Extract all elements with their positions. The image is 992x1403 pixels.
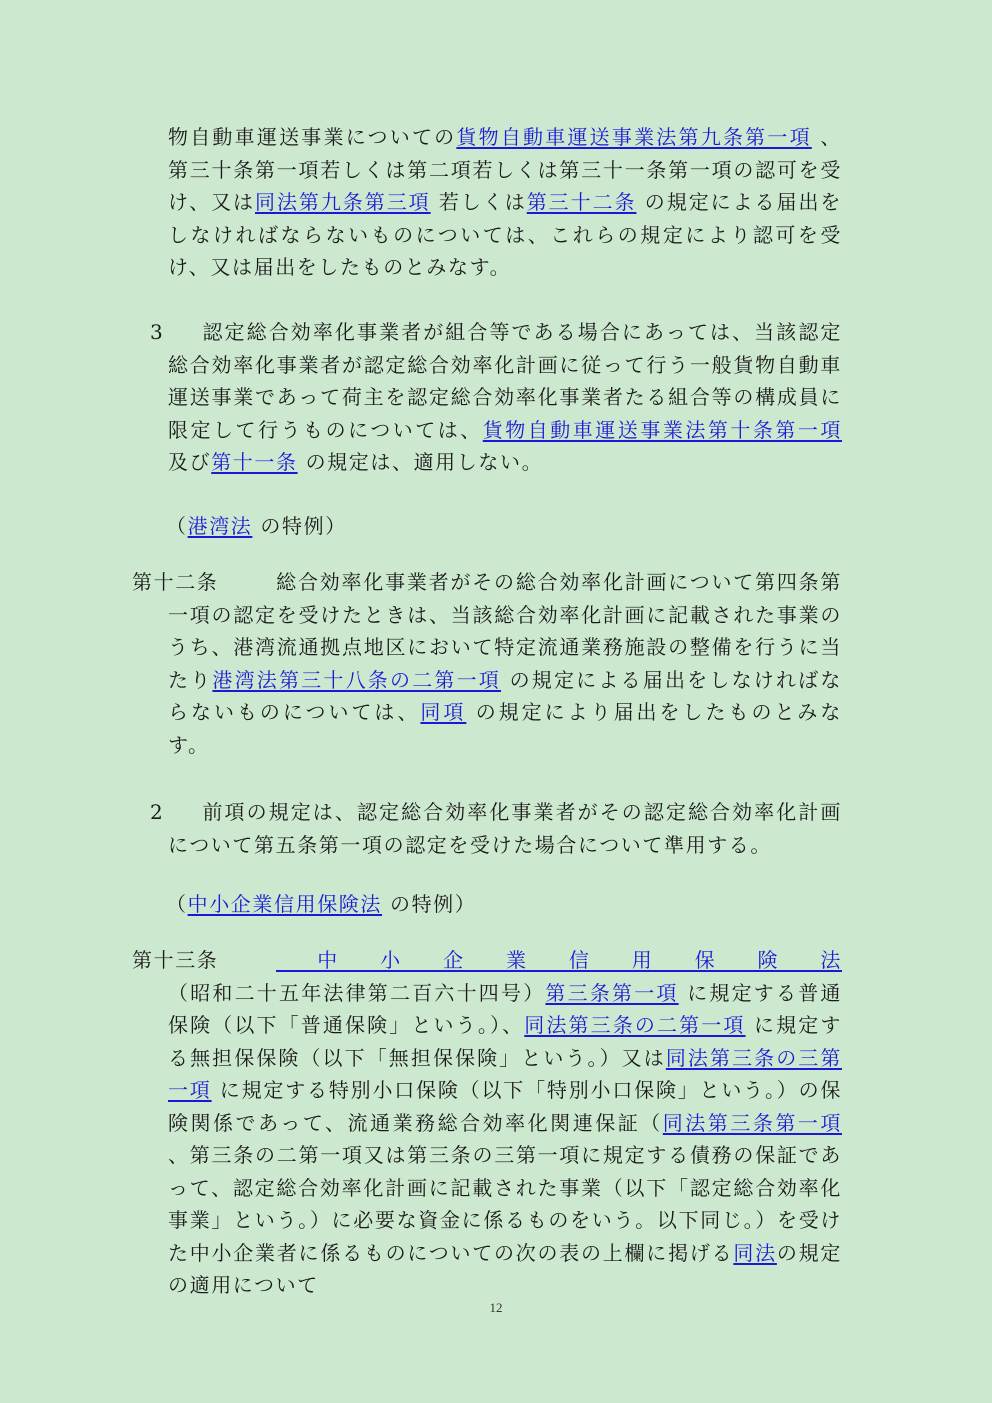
text: に規定する特別小口保険（以下「特別小口保険」という。）の保険関係であって、流通業務総合効率化関連保証（ [168,1078,842,1135]
paragraph-continuation [150,121,842,284]
article-caption-port-act [166,510,347,542]
text: （昭和二十五年法律第二百六十四号） [168,980,546,1005]
paragraph-3 [150,316,842,479]
article-number: 第十二条 [132,570,219,594]
law-link-sme-credit-insurance-act[interactable]: 中小企業信用保険法 [187,892,383,916]
caption-open: （ [166,514,188,538]
text: の規定による届出をしなければならないものについては、これらの規定により認可を受け、又は届出をしたものとみなす。 [168,190,842,279]
article-number: 第十三条 [132,948,219,972]
law-link-same-act[interactable]: 同法 [733,1240,777,1265]
law-link-article-32[interactable]: 第三十二条 [526,190,637,214]
law-link-freight-act-9-1[interactable]: 貨物自動車運送事業法第九条第一項 [456,125,812,149]
text: に規定する無担保保険（以下「無担保保険」という。）又は [168,1013,843,1070]
article-13 [132,944,843,1302]
text: の規定による届出をしなければならないものについては、 [168,667,842,724]
law-link-freight-act-10-1[interactable]: 貨物自動車運送事業法第十条第一項 [482,417,842,442]
text: 若しくは [438,190,527,214]
text: の規定により届出をしたものとみなす。 [168,700,843,757]
paragraph-number: 2 [150,800,165,824]
text: に規定する普通保険（以下「普通保険」という。）、 [168,980,842,1037]
paragraph-number: 3 [150,320,165,344]
law-link-same-act-9-3[interactable]: 同法第九条第三項 [255,190,431,214]
text: 、第三十条第一項若しくは第二項若しくは第三十一条第一項の認可を受け、又は [168,125,842,214]
law-link-same-item[interactable]: 同項 [420,700,467,724]
text: 、第三条の二第一項又は第三条の三第一項に規定する債務の保証であって、認定総合効率化計画に記載された事業（以下「認定総合効率化事業」という。）に必要な資金に係るものをいう。以下同じ。）を受けた中小企業者に係るものについての次の表の上欄に掲げる [168,1143,842,1265]
text: 総合効率化事業者がその総合効率化計画について第四条第一項の認定を受けたときは、当該総合効率化計画に記載された事業のうち、港湾流通拠点地区において特定流通業務施設の整備を行うに当たり [168,570,842,692]
page-number: 12 [489,1300,503,1315]
article-12 [132,566,843,761]
law-link-sme-credit-insurance-act[interactable]: 中小企業信用保険法 [276,948,842,972]
caption-open: （ [166,892,188,916]
law-link-port-act-38-2-1[interactable]: 港湾法第三十八条の二第一項 [212,667,502,692]
caption-text: の特例） [389,892,477,916]
text: 物自動車運送事業についての [168,125,457,149]
law-link-same-act-3-3-1[interactable]: 同法第三条の三第一項 [168,1045,842,1102]
law-link-article-3-1[interactable]: 第三条第一項 [545,980,679,1005]
caption-text: の特例） [260,514,347,538]
law-link-same-act-3-2-1[interactable]: 同法第三条の二第一項 [524,1013,746,1037]
text: の規定の適用について [168,1240,842,1297]
text: 前項の規定は、認定総合効率化事業者がその認定総合効率化計画について第五条第一項の認定を受けた場合について準用する。 [168,800,842,857]
law-link-article-11[interactable]: 第十一条 [211,450,298,474]
article-caption-sme-credit-act [166,888,476,920]
text: の規定は、適用しない。 [305,450,544,474]
text: 及び [168,450,212,474]
text: 認定総合効率化事業者が組合等である場合にあっては、当該認定総合効率化事業者が認定総合効率化計画に従って行う一般貨物自動車運送事業であって荷主を認定総合効率化事業者たる組合等の構成員に限定して行うものについては、 [168,320,842,442]
law-link-same-act-3-1[interactable]: 同法第三条第一項 [662,1110,842,1135]
law-link-port-act[interactable]: 港湾法 [187,514,253,538]
paragraph-2 [150,796,842,861]
